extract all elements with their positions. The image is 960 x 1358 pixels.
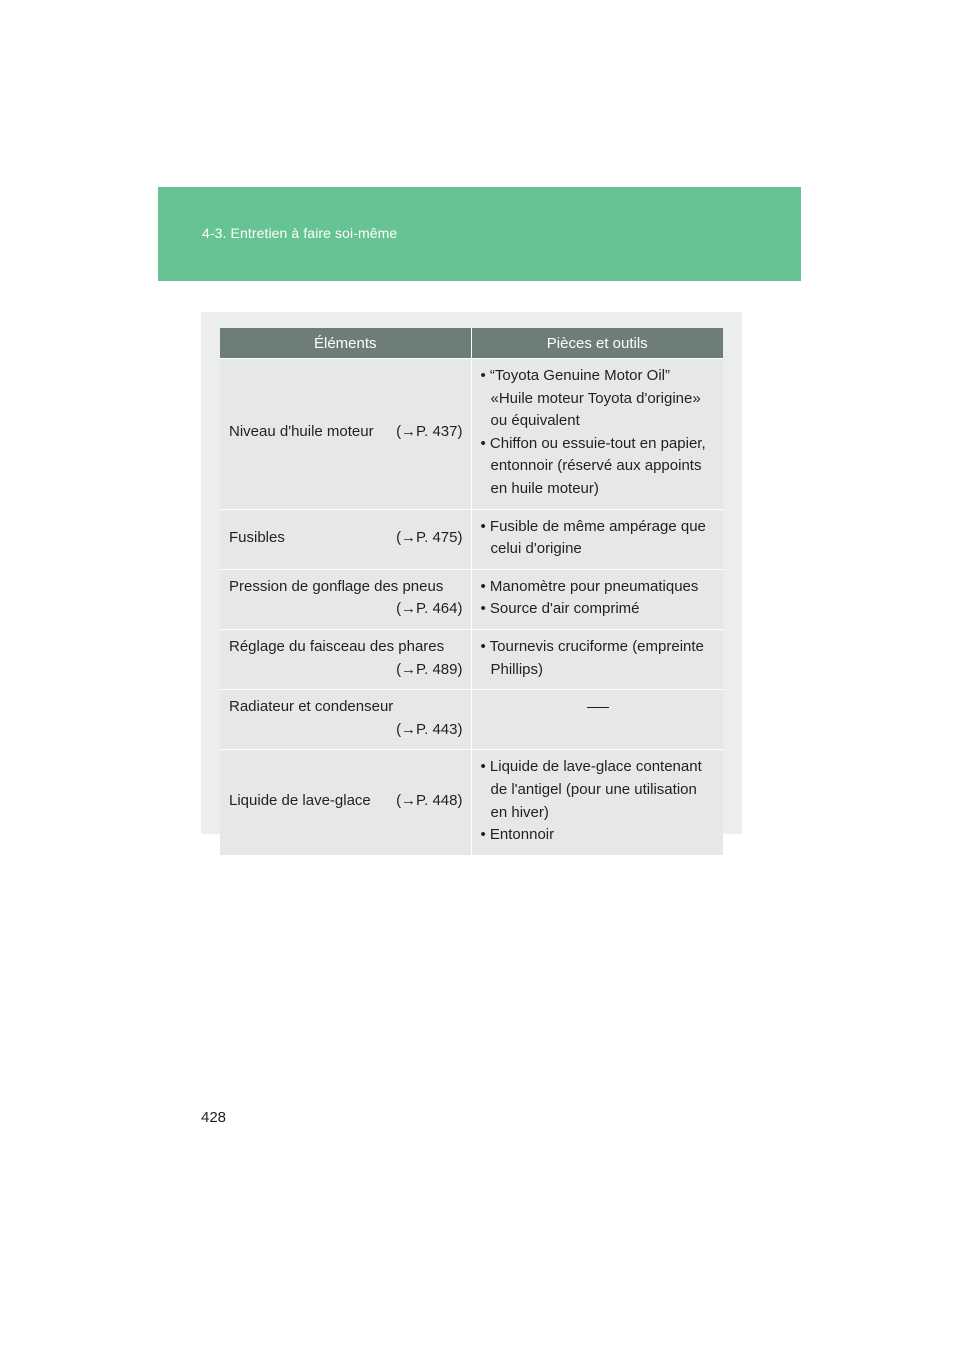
maintenance-table (220, 328, 723, 855)
table-row (220, 629, 723, 689)
column-header-parts: Pièces et outils (471, 328, 723, 359)
table-row (220, 359, 723, 510)
parts-cell (471, 509, 723, 569)
item-cell (220, 629, 471, 689)
page-reference: (→P. 475) (396, 528, 463, 546)
section-title: 4-3. Entretien à faire soi-même (202, 225, 398, 241)
parts-cell (471, 569, 723, 629)
page-reference: (→P. 489) (396, 660, 463, 678)
parts-cell (471, 750, 723, 855)
parts-list-item: • Fusible de même ampérage que celui d'origine (480, 517, 706, 558)
table-row (220, 509, 723, 569)
parts-cell (471, 629, 723, 689)
item-label: Fusibles (229, 528, 285, 546)
parts-cell (471, 690, 723, 750)
page-reference: (→P. 443) (396, 720, 463, 738)
parts-list-item: • Tournevis cruciforme (empreinte Phillips) (480, 637, 704, 678)
table-row (220, 569, 723, 629)
maintenance-table-panel (201, 312, 742, 844)
item-cell (220, 750, 471, 855)
table-row (220, 750, 723, 855)
parts-list-item: • Manomètre pour pneumatiques (480, 577, 699, 595)
page-number: 428 (201, 1109, 227, 1126)
section-header-band (158, 187, 801, 281)
page-reference: (→P. 437) (396, 423, 463, 441)
parts-list-item: • Source d'air comprimé (480, 600, 640, 618)
parts-list-item: • Entonnoir (480, 826, 555, 844)
item-label: Liquide de lave-glace (229, 792, 371, 810)
empty-dash (587, 707, 609, 708)
item-label: Niveau d'huile moteur (229, 423, 374, 441)
parts-cell (471, 359, 723, 510)
item-cell (220, 509, 471, 569)
parts-list-item: • “Toyota Genuine Motor Oil” «Huile moteur Toyota d'origine» ou équivalent (480, 367, 701, 430)
parts-list-item: • Liquide de lave-glace contenant de l'antigel (pour une utilisation en hiver) (480, 758, 702, 821)
item-cell (220, 359, 471, 510)
item-label: Réglage du faisceau des phares (229, 637, 445, 655)
page-reference: (→P. 464) (396, 600, 463, 618)
column-header-items: Éléments (220, 328, 471, 359)
item-cell (220, 569, 471, 629)
item-label: Pression de gonflage des pneus (229, 577, 444, 595)
page-reference: (→P. 448) (396, 792, 463, 810)
table-row (220, 690, 723, 750)
table-header-row (220, 328, 723, 359)
parts-list-item: • Chiffon ou essuie-tout en papier, entonnoir (réservé aux appoints en huile moteur) (480, 434, 706, 497)
item-cell (220, 690, 471, 750)
item-label: Radiateur et condenseur (229, 698, 394, 716)
